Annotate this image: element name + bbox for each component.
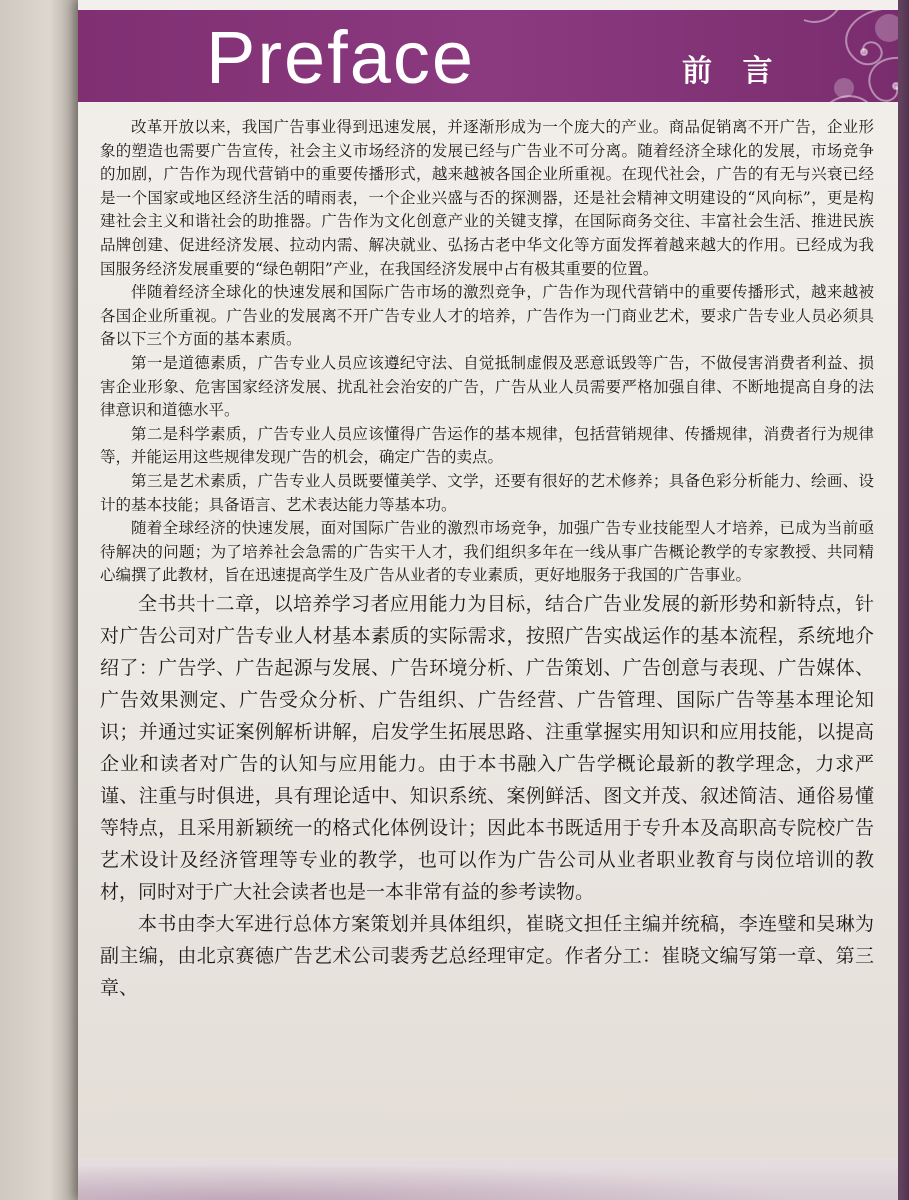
paragraph: 第三是艺术素质，广告专业人员既要懂美学、文学，还要有很好的艺术修养；具备色彩分析能力、绘画、设计的基本技能；具备语言、艺术表达能力等基本功。 bbox=[100, 471, 874, 514]
book-page bbox=[78, 0, 898, 1200]
left-page-mark bbox=[6, 195, 28, 223]
preface-body bbox=[100, 116, 874, 1004]
left-page-edge bbox=[0, 0, 90, 1200]
right-page-edge bbox=[897, 0, 909, 1200]
paragraph: 伴随着经济全球化的快速发展和国际广告市场的激烈竞争，广告作为现代营销中的重要传播形式，越来越被各国企业所重视。广告业的发展离不开广告专业人才的培养，广告作为一门商业艺术，要求广告专业人员必须具备以下三个方面的基本素质。 bbox=[100, 283, 874, 349]
paragraph: 第二是科学素质，广告专业人员应该懂得广告运作的基本规律，包括营销规律、传播规律，消费者行为规律等，并能运用这些规律发现广告的机会，确定广告的卖点。 bbox=[100, 424, 874, 467]
paragraph: 本书由李大军进行总体方案策划并具体组织，崔晓文担任主编并统稿，李连璧和吴琳为副主编，由北京赛德广告艺术公司裴秀艺总经理审定。作者分工：崔晓文编写第一章、第三章、 bbox=[100, 912, 874, 999]
paragraph: 改革开放以来，我国广告事业得到迅速发展，并逐渐形成为一个庞大的产业。商品促销离不开广告，企业形象的塑造也需要广告宣传，社会主义市场经济的发展已经与广告业不可分离。随着经济全球化的发展，市场竞争的加剧，广告作为现代营销中的重要传播形式，越来越被各国企业所重视。在现代社会，广告的有无与兴衰已经是一个国家或地区经济生活的晴雨表，一个企业兴盛与否的探测器，还是社会精神文明建设的“风向标”，更是构建社会主义和谐社会的助推器。广告作为文化创意产业的关键支撑，在国际商务交往、丰富社会生活、推进民族品牌创建、促进经济发展、拉动内需、解决就业、弘扬古老中华文化等方面发挥着越来越大的作用。已经成为我国服务经济发展重要的“绿色朝阳”产业，在我国经济发展中占有极其重要的位置。 bbox=[100, 118, 874, 278]
paragraph: 全书共十二章，以培养学习者应用能力为目标，结合广告业发展的新形势和新特点，针对广告公司对广告专业人材基本素质的实际需求，按照广告实战运作的基本流程，系统地介绍了：广告学、广告起源与发展、广告环境分析、广告策划、广告创意与表现、广告媒体、广告效果测定、广告受众分析、广告组织、广告经营、广告管理、国际广告等基本理论知识；并通过实证案例解析讲解，启发学生拓展思路、注重掌握实用知识和应用技能，以提高企业和读者对广告的认知与应用能力。由于本书融入广告学概论最新的教学理念，力求严谨、注重与时俱进，具有理论适中、知识系统、案例鲜活、图文并茂、叙述简洁、通俗易懂等特点，且采用新颖统一的格式化体例设计；因此本书既适用于专升本及高职高专院校广告艺术设计及经济管理等专业的教学，也可以作为广告公司从业者职业教育与岗位培训的教材，同时对于广大社会读者也是一本非常有益的参考读物。 bbox=[100, 592, 874, 903]
page-title-en: Preface bbox=[206, 16, 476, 99]
paragraph: 第一是道德素质，广告专业人员应该遵纪守法、自觉抵制虚假及恶意诋毁等广告，不做侵害消费者利益、损害企业形象、危害国家经济发展、扰乱社会治安的广告，广告从业人员需要严格加强自律、不断地提高自身的法律意识和道德水平。 bbox=[100, 353, 874, 420]
bottom-decoration bbox=[78, 1158, 898, 1200]
paragraph: 随着全球经济的快速发展，面对国际广告业的激烈市场竞争，加强广告专业技能型人才培养，已成为当前亟待解决的问题；为了培养社会急需的广告实干人才，我们组织多年在一线从事广告概论教学的专家教授、共同精心编撰了此教材，旨在迅速提高学生及广告从业者的专业素质，更好地服务于我国的广告事业。 bbox=[100, 519, 874, 585]
page-title-cn: 前 言 bbox=[682, 54, 783, 89]
header-band bbox=[78, 10, 898, 102]
